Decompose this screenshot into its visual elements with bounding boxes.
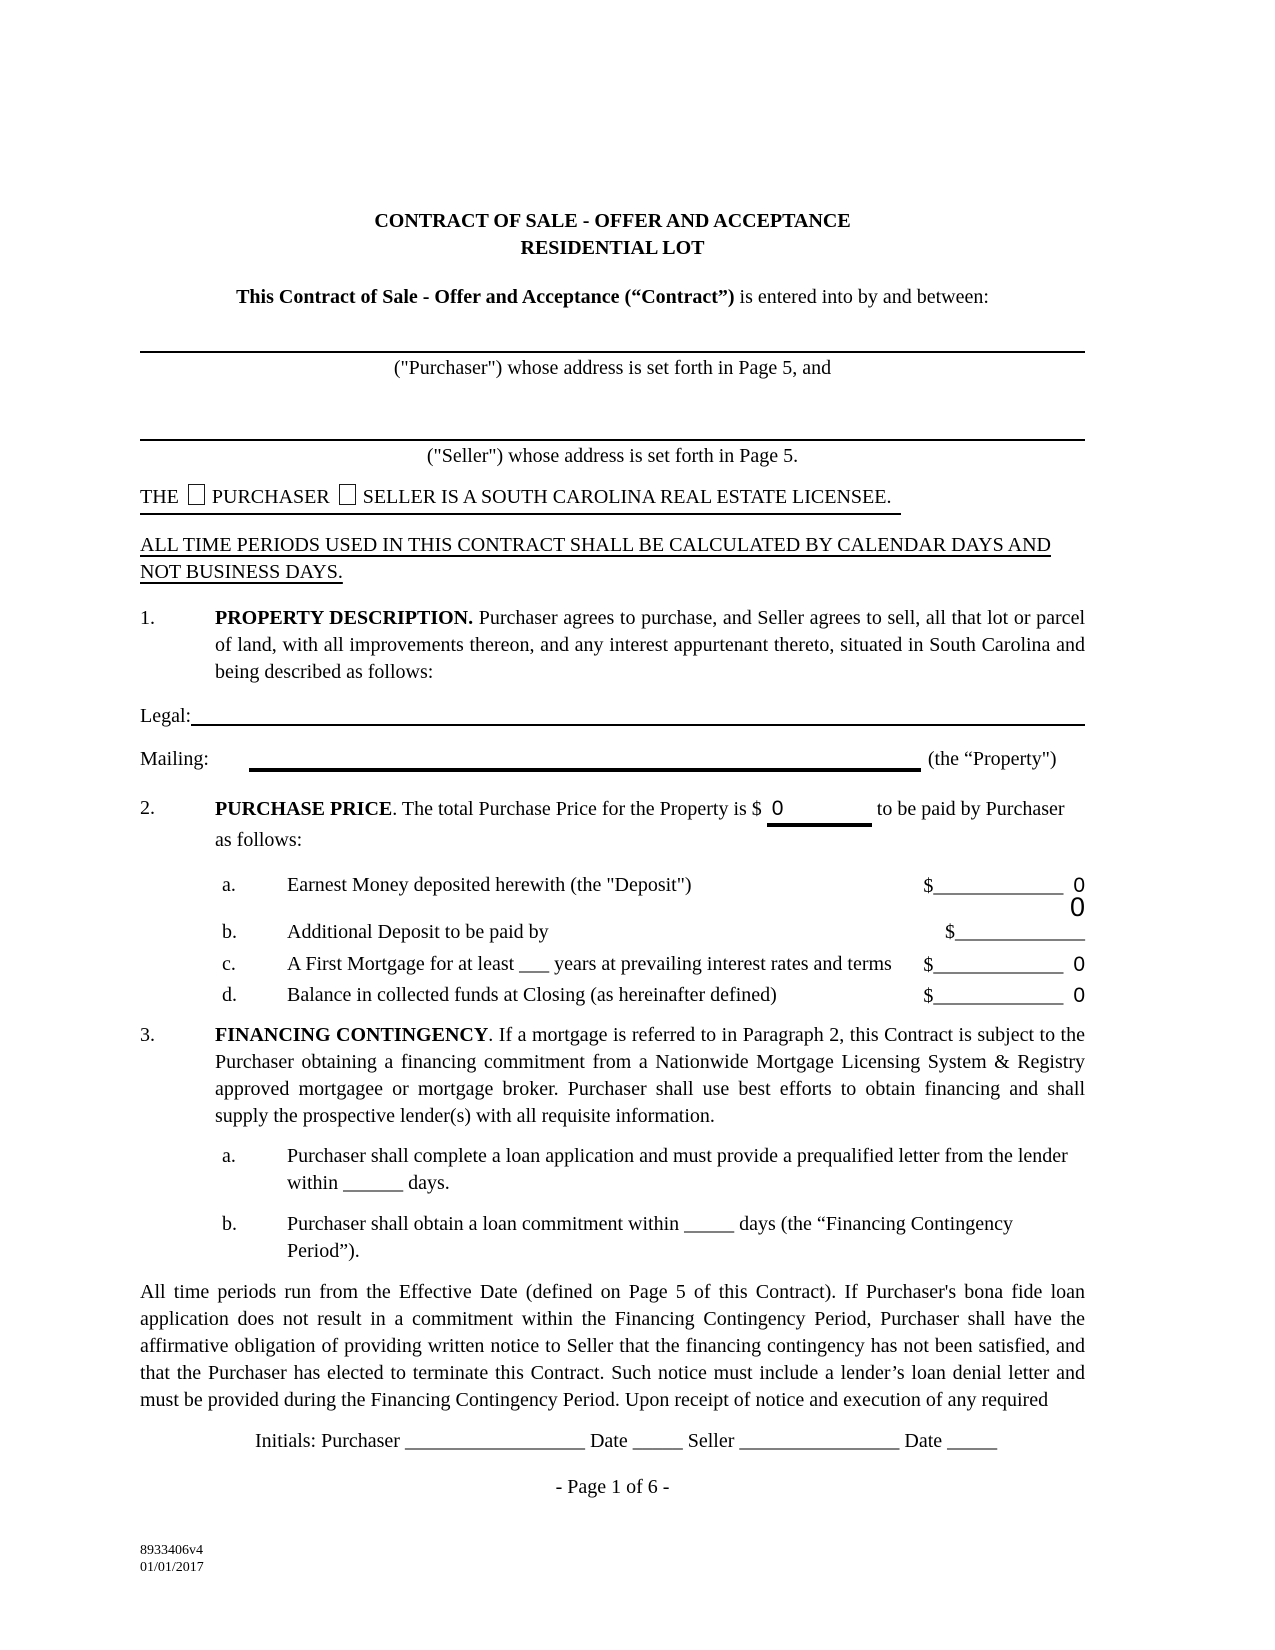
amount-blank-line: _____________: [955, 921, 1085, 943]
amount-blank-line: _____________: [933, 875, 1064, 897]
document-title: [140, 208, 1085, 262]
legal-description-row: [140, 703, 1085, 730]
doc-version: 8933406v4: [140, 1543, 203, 1558]
section-1: [140, 605, 1085, 686]
legal-blank-line: [191, 724, 1085, 726]
seller-caption: ("Seller") whose address is set forth in Page 5.: [426, 445, 799, 467]
calendar-days-notice: ALL TIME PERIODS USED IN THIS CONTRACT SHALL BE CALCULATED BY CALENDAR DAYS AND NOT BUSINESS DAYS.: [140, 534, 1051, 583]
initials-purchaser-blank: __________________: [404, 1430, 585, 1452]
section-1-text: Purchaser agrees to purchase, and Seller agrees to sell, all that lot or parcel of land, with all improvements thereon, and any interest appurtenant thereto, situated in South Carolina and being described as follows:: [215, 607, 1085, 683]
financing-item-a-text: Purchaser shall complete a loan application and must provide a prequalified letter from the lender within ______ days.: [287, 1145, 1068, 1194]
initials-date1-label: Date: [589, 1430, 628, 1452]
price-item-a-text: Earnest Money deposited herewith (the "Deposit"): [287, 874, 692, 896]
financing-item-a-letter: a.: [222, 1145, 236, 1167]
dollar-sign: $: [923, 985, 934, 1007]
licensee-underlined-text: [140, 484, 901, 515]
section-3-text: . If a mortgage is referred to in Paragraph 2, this Contract is subject to the Purchaser obtaining a financing commitment from a Nationwide Mortgage Licensing System & Registry approved mortgagee or mortgage broker. Purchaser shall use best efforts to obtain financing and shall supply the prospective lender(s) with all requisite information.: [215, 1024, 1085, 1127]
title-line-1: CONTRACT OF SALE - OFFER AND ACCEPTANCE: [374, 210, 851, 232]
price-item-a: [140, 872, 1085, 900]
section-3-number: 3.: [140, 1024, 155, 1046]
section-2-line-1: [215, 795, 1085, 827]
section-3: [140, 1022, 1085, 1130]
price-item-d-letter: d.: [222, 984, 237, 1006]
seller-party-block: [140, 439, 1085, 470]
purchase-price-field[interactable]: [767, 795, 872, 827]
financing-item-b: [140, 1211, 1085, 1265]
seller-licensee-checkbox[interactable]: [339, 484, 356, 505]
section-3-body: [215, 1022, 1085, 1130]
section-2-number: 2.: [140, 797, 155, 819]
dollar-sign: $: [923, 954, 934, 976]
section-2-text-after-price: to be paid by Purchaser: [876, 798, 1065, 820]
purchaser-party-block: [140, 351, 1085, 382]
initials-label: Initials: Purchaser: [255, 1430, 400, 1452]
price-item-b-amount: [945, 892, 1085, 946]
licensee-the: THE: [140, 486, 179, 508]
price-item-a-letter: a.: [222, 874, 236, 896]
title-line-2: RESIDENTIAL LOT: [520, 237, 705, 259]
licensee-rest: SELLER IS A SOUTH CAROLINA REAL ESTATE LICENSEE.: [362, 486, 892, 508]
doc-date: 01/01/2017: [140, 1560, 204, 1575]
legal-label: Legal:: [140, 705, 192, 727]
amount-blank-line: _____________: [933, 954, 1064, 976]
financing-item-a: [140, 1143, 1085, 1197]
mailing-address-row: [140, 746, 1085, 774]
intro-line: [140, 284, 1085, 311]
price-item-a-value[interactable]: 0: [1073, 874, 1085, 897]
section-2: [140, 795, 1085, 854]
price-item-c: [140, 951, 1085, 979]
financing-item-b-letter: b.: [222, 1213, 237, 1235]
price-item-b-text: Additional Deposit to be paid by: [287, 921, 549, 943]
intro-bold-text: This Contract of Sale - Offer and Acceptance (“Contract”): [236, 286, 735, 308]
section-1-heading: PROPERTY DESCRIPTION.: [215, 607, 474, 629]
initials-date2-label: Date: [904, 1430, 943, 1452]
price-item-a-amount: [923, 872, 1085, 900]
initials-date1-blank: _____: [632, 1430, 683, 1452]
document-footer: [140, 1542, 204, 1576]
price-item-b-letter: b.: [222, 921, 237, 943]
mailing-label: Mailing:: [140, 748, 209, 770]
section-2-text-before-price: . The total Purchase Price for the Property is $: [392, 798, 762, 820]
section-2-heading: PURCHASE PRICE: [215, 798, 393, 820]
initials-date2-blank: _____: [947, 1430, 998, 1452]
initials-seller-blank: ________________: [739, 1430, 900, 1452]
section-2-line-2: as follows:: [215, 829, 303, 851]
page-number: - Page 1 of 6 -: [555, 1476, 670, 1498]
purchaser-caption: ("Purchaser") whose address is set forth in Page 5, and: [393, 357, 832, 379]
price-item-d-text: Balance in collected funds at Closing (as hereinafter defined): [287, 984, 777, 1006]
price-item-d-amount: [923, 982, 1085, 1010]
price-item-b: [140, 892, 1085, 946]
section-1-body: [215, 605, 1085, 686]
price-item-c-amount: [923, 951, 1085, 979]
initials-line: [255, 1428, 1085, 1455]
licensee-line: [140, 484, 1085, 515]
purchase-price-value: 0: [771, 797, 784, 820]
amount-blank-line: _____________: [933, 985, 1064, 1007]
dollar-sign: $: [945, 921, 955, 943]
price-item-d-value[interactable]: 0: [1073, 984, 1085, 1007]
price-item-c-text: A First Mortgage for at least ___ years at prevailing interest rates and terms: [287, 953, 892, 975]
initials-seller-label: Seller: [687, 1430, 735, 1452]
purchaser-licensee-checkbox[interactable]: [188, 484, 205, 505]
mailing-address-field[interactable]: [249, 746, 921, 772]
closing-paragraph: All time periods run from the Effective Date (defined on Page 5 of this Contract). If Purchaser's bona fide loan application does not result in a commitment within the Financing Contingency Period, Purchaser shall have the affirmative obligation of providing written notice to Seller that the financing contingency has not been satisfied, and that the Purchaser has elected to terminate this Contract. Such notice must include a lender’s loan denial letter and must be provided during the Financing Contingency Period. Upon receipt of notice and execution of any required: [140, 1281, 1085, 1411]
dollar-sign: $: [923, 875, 934, 897]
price-item-c-value[interactable]: 0: [1073, 953, 1085, 976]
intro-regular-text: is entered into by and between:: [734, 286, 989, 308]
price-item-b-value[interactable]: 0: [1069, 892, 1085, 922]
section-3-heading: FINANCING CONTINGENCY: [215, 1024, 489, 1046]
price-item-c-letter: c.: [222, 953, 236, 975]
financing-item-b-text: Purchaser shall obtain a loan commitment within _____ days (the “Financing Contingency Period”).: [287, 1213, 1013, 1262]
section-1-number: 1.: [140, 607, 155, 629]
licensee-purchaser: PURCHASER: [211, 486, 330, 508]
section-2-body: [215, 795, 1085, 854]
property-defined-label: (the “Property"): [927, 748, 1057, 770]
price-item-d: [140, 982, 1085, 1010]
